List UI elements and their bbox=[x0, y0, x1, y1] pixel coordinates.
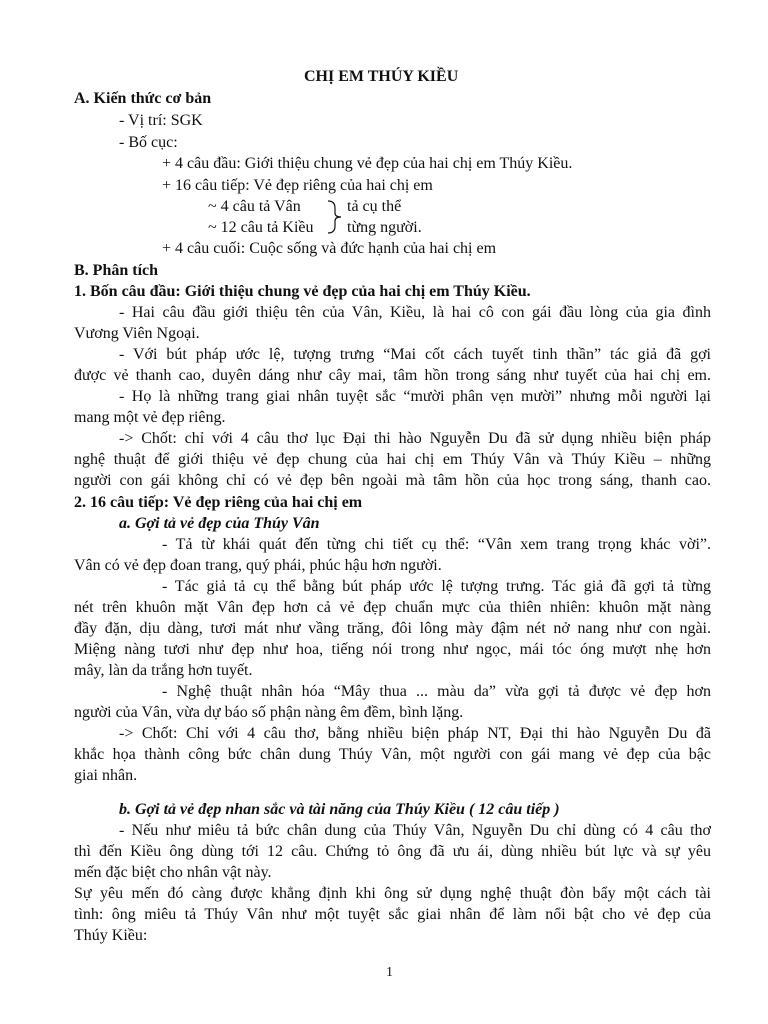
paragraph-line: - Tả từ khái quát đến từng chi tiết cụ thể: “Vân xem trang trọng khác vời”. bbox=[162, 536, 711, 553]
subsection-2a-heading: a. Gợi tả vẻ đẹp của Thúy Vân bbox=[119, 515, 320, 532]
brace-label-1: tả cụ thể bbox=[347, 198, 402, 215]
paragraph-line: mến đặc biệt cho nhân vật này. bbox=[74, 864, 272, 881]
paragraph-line: Sự yêu mến đó càng được khẳng định khi ông sử dụng nghệ thuật đòn bẩy một cách tài bbox=[74, 885, 711, 902]
brace-label-2: từng người. bbox=[347, 219, 422, 236]
paragraph-line: - Nghệ thuật nhân hóa “Mây thua ... màu da” vừa gợi tả được vẻ đẹp hơn bbox=[162, 683, 711, 700]
paragraph-line: người của Vân, vừa dự báo số phận nàng êm đềm, bình lặng. bbox=[74, 704, 464, 721]
layout-part-1: + 4 câu đầu: Giới thiệu chung vẻ đẹp của hai chị em Thúy Kiều. bbox=[162, 155, 573, 172]
paragraph-line: -> Chốt: Chỉ với 4 câu thơ, bằng nhiều biện pháp NT, Đại thi hào Nguyễn Du đã bbox=[119, 725, 711, 742]
subsection-2b-heading: b. Gợi tả vẻ đẹp nhan sắc và tài năng của Thúy Kiều ( 12 câu tiếp ) bbox=[119, 801, 560, 818]
paragraph-line: Thúy Kiều: bbox=[74, 927, 148, 944]
section-a-heading: A. Kiến thức cơ bản bbox=[74, 90, 212, 107]
section-b-heading: B. Phân tích bbox=[74, 262, 159, 279]
subsection-2-heading: 2. 16 câu tiếp: Vẻ đẹp riêng của hai chị em bbox=[74, 494, 363, 511]
layout-line: - Bố cục: bbox=[119, 134, 178, 151]
paragraph-line: giai nhân. bbox=[74, 767, 138, 784]
paragraph-line: tình: ông miêu tả Thúy Vân như một tuyệt sắc giai nhân để làm nổi bật cho vẻ đẹp của bbox=[74, 906, 711, 923]
paragraph-line: đầy đặn, dịu dàng, tươi mát như vầng trăng, đôi lông mày đậm nét nở nang như con ngài. bbox=[74, 620, 711, 637]
paragraph-line: được vẻ thanh cao, duyên dáng như cây mai, tâm hồn trong sáng như tuyết của hai chị em. bbox=[74, 367, 711, 384]
layout-part-3: + 4 câu cuối: Cuộc sống và đức hạnh của hai chị em bbox=[162, 240, 497, 257]
paragraph-line: nét trên khuôn mặt Vân đẹp hơn cả vẻ đẹp chuẩn mực của thiên nhiên: khuôn mặt nàng bbox=[74, 599, 711, 616]
layout-part-2b: ~ 12 câu tả Kiều bbox=[208, 219, 314, 236]
document-title: CHỊ EM THÚY KIỀU bbox=[304, 68, 459, 85]
paragraph-line: mang một vẻ đẹp riêng. bbox=[74, 409, 226, 426]
curly-brace-icon bbox=[326, 199, 346, 235]
paragraph-line: Vân có vẻ đẹp đoan trang, quý phái, phúc hậu hơn người. bbox=[74, 557, 442, 574]
paragraph-line: -> Chốt: chỉ với 4 câu thơ lục Đại thi hào Nguyễn Du đã sử dụng nhiều biện pháp bbox=[119, 430, 711, 447]
paragraph-line: nghệ thuật để giới thiệu vẻ đẹp chung của hai chị em Thúy Vân và Thúy Kiều – những bbox=[74, 451, 711, 468]
paragraph-line: - Họ là những trang giai nhân tuyệt sắc “mười phân vẹn mười” nhưng mỗi người lại bbox=[119, 388, 711, 405]
paragraph-line: khắc họa thành công bức chân dung Thúy Vân, một người con gái mang vẻ đẹp của bậc bbox=[74, 746, 711, 763]
paragraph-line: - Nếu như miêu tả bức chân dung của Thúy Vân, Nguyễn Du chỉ dùng có 4 câu thơ bbox=[119, 822, 711, 839]
paragraph-line: người con gái không chỉ có vẻ đẹp bên ngoài mà tâm hồn của học trong sáng, thanh cao. bbox=[74, 472, 711, 489]
paragraph-line: - Hai câu đầu giới thiệu tên của Vân, Kiều, là hai cô con gái đầu lòng của gia đình bbox=[119, 304, 711, 321]
paragraph-line: thì đến Kiều ông dùng tới 12 câu. Chứng tỏ ông đã ưu ái, dùng nhiều bút lực và sự yêu bbox=[74, 843, 711, 860]
paragraph-line: Miệng nàng tươi như đẹp như hoa, tiếng nói trong như ngọc, mái tóc óng mượt nhẹ hơn bbox=[74, 641, 711, 658]
paragraph-line: Vương Viên Ngoại. bbox=[74, 325, 200, 342]
paragraph-line: mây, làn da trắng hơn tuyết. bbox=[74, 662, 253, 679]
subsection-1-heading: 1. Bốn câu đầu: Giới thiệu chung vẻ đẹp của hai chị em Thúy Kiều. bbox=[74, 283, 531, 300]
page-number: 1 bbox=[386, 965, 393, 980]
layout-part-2a: ~ 4 câu tả Vân bbox=[208, 198, 301, 215]
paragraph-line: - Tác giả tả cụ thể bằng bút pháp ước lệ tượng trưng. Tác giả đã gợi tả từng bbox=[162, 578, 711, 595]
layout-part-2: + 16 câu tiếp: Vẻ đẹp riêng của hai chị em bbox=[162, 177, 433, 194]
location-line: - Vị trí: SGK bbox=[119, 112, 203, 129]
paragraph-line: - Với bút pháp ước lệ, tượng trưng “Mai cốt cách tuyết tinh thần” tác giả đã gợi bbox=[119, 346, 711, 363]
